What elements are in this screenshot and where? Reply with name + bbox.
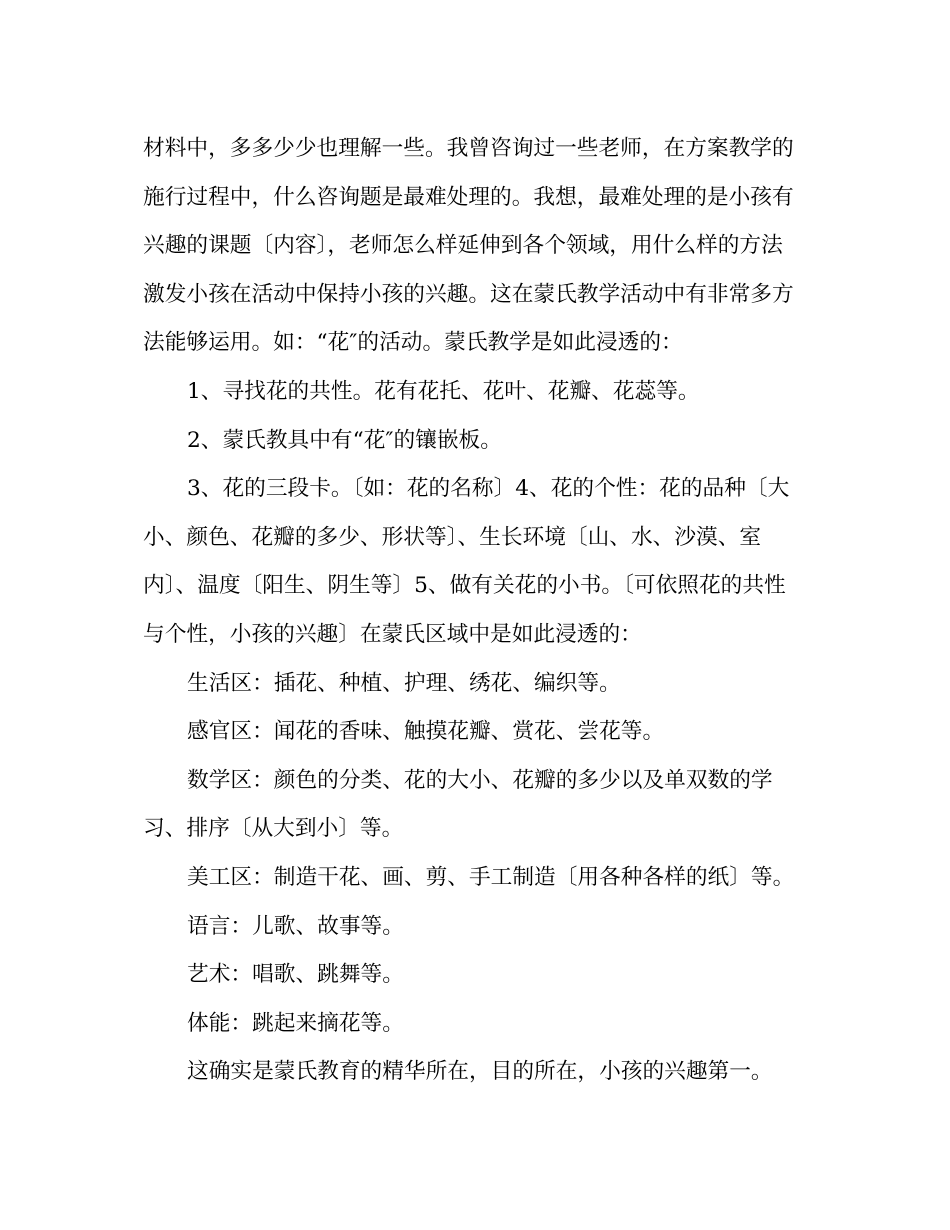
- list-item-3: 3、花的三段卡。〔如：花的名称〕4、花的个性：花的品种〔大: [187, 476, 790, 502]
- area-physical: 体能：跳起来摘花等。: [187, 1010, 404, 1036]
- text-line: 法能够运用。如：“花″的活动。蒙氏教学是如此浸透的：: [143, 330, 683, 356]
- text-line: 激发小孩在活动中保持小孩的兴趣。这在蒙氏教学活动中有非常多方: [143, 281, 794, 307]
- area-language: 语言：儿歌、故事等。: [187, 913, 404, 939]
- text-line: 施行过程中，什么咨询题是最难处理的。我想，最难处理的是小孩有: [143, 184, 794, 210]
- list-item-1: 1、寻找花的共性。花有花托、花叶、花瓣、花蕊等。: [187, 378, 700, 404]
- area-math: 数学区：颜色的分类、花的大小、花瓣的多少以及单双数的学: [187, 767, 773, 793]
- list-item-2: 2、蒙氏教具中有“花″的镶嵌板。: [187, 427, 502, 453]
- text-line: 材料中，多多少少也理解一些。我曾咨询过一些老师，在方案教学的: [143, 136, 794, 161]
- area-life: 生活区：插花、种植、护理、绣花、编织等。: [187, 670, 621, 696]
- area-art-craft: 美工区：制造干花、画、剪、手工制造〔用各种各样的纸〕等。: [187, 864, 795, 890]
- text-line: 小、颜色、花瓣的多少、形状等〕、生长环境〔山、水、沙漠、室: [143, 524, 762, 550]
- conclusion: 这确实是蒙氏教育的精华所在，目的所在，小孩的兴趣第一。: [187, 1059, 773, 1085]
- text-line: 与个性，小孩的兴趣〕在蒙氏区域中是如此浸透的：: [143, 621, 642, 647]
- text-line: 兴趣的课题〔内容〕，老师怎么样延伸到各个领域，用什么样的方法: [143, 233, 783, 259]
- text-line: 习、排序〔从大到小〕等。: [143, 816, 404, 842]
- text-line: 内〕、温度〔阳生、阴生等〕5、做有关花的小书。〔可依照花的共性: [143, 573, 786, 599]
- area-arts: 艺术：唱歌、跳舞等。: [187, 962, 404, 988]
- document-page: [143, 125, 807, 1097]
- area-sensory: 感官区：闻花的香味、触摸花瓣、赏花、尝花等。: [187, 719, 665, 745]
